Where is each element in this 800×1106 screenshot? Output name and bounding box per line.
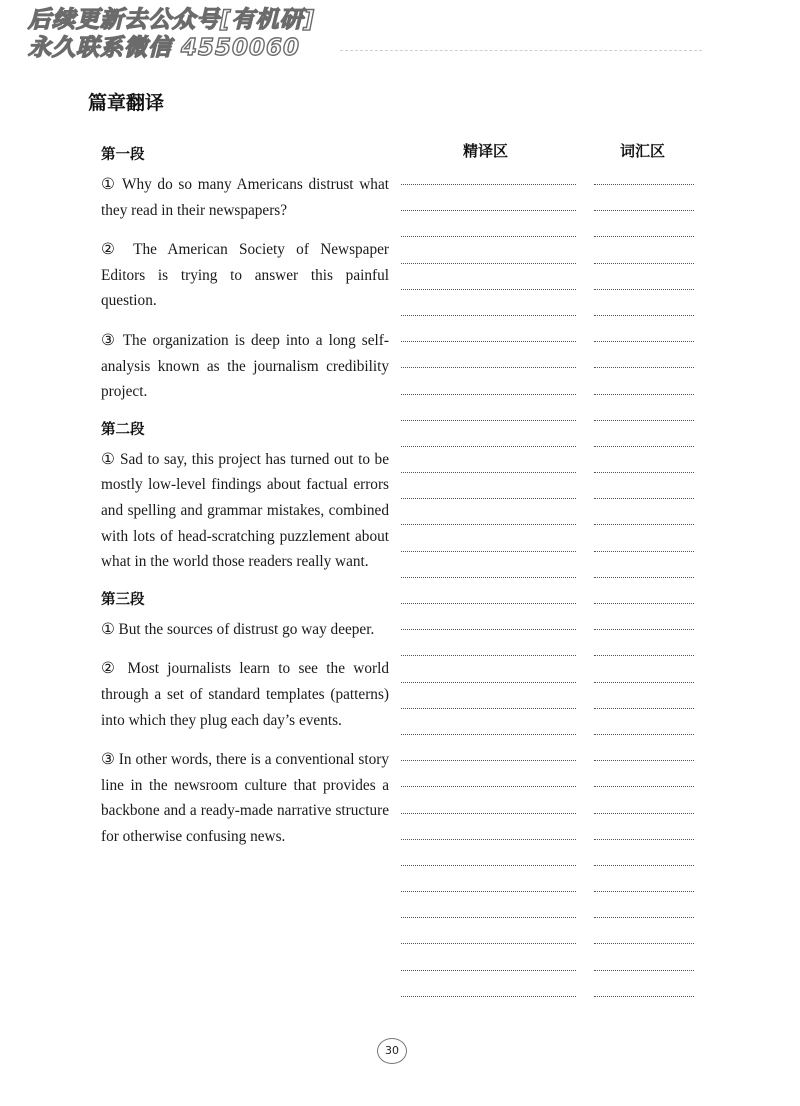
- writing-line: [594, 499, 694, 525]
- writing-line: [401, 840, 576, 866]
- writing-line: [594, 552, 694, 578]
- writing-line: [594, 735, 694, 761]
- writing-line: [594, 395, 694, 421]
- writing-line: [401, 447, 576, 473]
- writing-line: [401, 709, 576, 735]
- watermark: [28, 6, 315, 62]
- writing-line: [594, 264, 694, 290]
- writing-line: [594, 892, 694, 918]
- writing-line: [594, 421, 694, 447]
- writing-line: [401, 525, 576, 551]
- writing-line: [401, 814, 576, 840]
- vocabulary-column-header: 词汇区: [620, 142, 666, 160]
- watermark-line-1: 后续更新去公众号[有机研]: [28, 7, 316, 33]
- section-heading: 第二段: [101, 421, 145, 438]
- writing-line: [401, 787, 576, 813]
- writing-line: [401, 735, 576, 761]
- writing-line: [401, 211, 576, 237]
- writing-line: [401, 499, 576, 525]
- writing-line: [401, 395, 576, 421]
- writing-line: [594, 290, 694, 316]
- writing-line: [594, 237, 694, 263]
- writing-line: [401, 761, 576, 787]
- writing-line: [594, 944, 694, 970]
- section-heading: 第三段: [101, 591, 145, 608]
- writing-line: [401, 944, 576, 970]
- writing-line: [594, 473, 694, 499]
- writing-line: [594, 866, 694, 892]
- writing-line: [401, 290, 576, 316]
- writing-line: [401, 578, 576, 604]
- page-title: 篇章翻译: [88, 92, 165, 114]
- writing-line: [401, 656, 576, 682]
- writing-line: [401, 264, 576, 290]
- passage-text-column: [101, 144, 389, 863]
- section-1: [101, 144, 389, 405]
- page-number: 30: [377, 1038, 407, 1064]
- writing-line: [594, 709, 694, 735]
- section-3: [101, 589, 389, 850]
- writing-line: [401, 316, 576, 342]
- translation-column-header: 精译区: [463, 142, 509, 160]
- writing-line: [401, 342, 576, 368]
- sentence: ③ The organization is deep into a long self-analysis known as the journalism credibility project.: [101, 331, 389, 401]
- writing-line: [594, 447, 694, 473]
- writing-line: [401, 918, 576, 944]
- writing-line: [594, 918, 694, 944]
- writing-line: [401, 971, 576, 997]
- writing-line: [594, 656, 694, 682]
- writing-line: [401, 185, 576, 211]
- writing-line: [401, 237, 576, 263]
- sentence: ② The American Society of Newspaper Editors is trying to answer this painful question.: [101, 241, 389, 310]
- writing-line: [594, 814, 694, 840]
- header-divider: [340, 50, 702, 51]
- writing-line: [594, 761, 694, 787]
- writing-line: [594, 525, 694, 551]
- writing-line: [594, 211, 694, 237]
- writing-line: [401, 421, 576, 447]
- writing-line: [401, 892, 576, 918]
- writing-line: [594, 578, 694, 604]
- writing-line: [594, 683, 694, 709]
- section-2: [101, 419, 389, 575]
- writing-line: [401, 473, 576, 499]
- writing-line: [594, 368, 694, 394]
- translation-writing-area[interactable]: [401, 184, 576, 997]
- sentence: ① Why do so many Americans distrust what they read in their newspapers?: [101, 176, 389, 219]
- writing-line: [401, 604, 576, 630]
- writing-line: [594, 971, 694, 997]
- section-heading: 第一段: [101, 147, 145, 163]
- writing-line: [594, 316, 694, 342]
- writing-line: [594, 604, 694, 630]
- sentence: ② Most journalists learn to see the world through a set of standard templates (patterns) into which they plug each day’s events.: [101, 660, 389, 729]
- writing-line: [594, 840, 694, 866]
- writing-line: [401, 866, 576, 892]
- writing-line: [401, 368, 576, 394]
- writing-line: [594, 630, 694, 656]
- watermark-line-2: 永久联系微信 4550060: [28, 35, 301, 61]
- writing-line: [594, 342, 694, 368]
- writing-line: [594, 185, 694, 211]
- sentence: ① Sad to say, this project has turned out to be mostly low-level findings about factual errors and spelling and grammar mistakes, combined with lots of head-scratching puzzlement about what in the world those readers really want.: [101, 450, 389, 571]
- vocabulary-writing-area[interactable]: [594, 184, 694, 997]
- writing-line: [401, 552, 576, 578]
- sentence: ① But the sources of distrust go way deeper.: [101, 620, 375, 638]
- writing-line: [401, 630, 576, 656]
- writing-line: [594, 787, 694, 813]
- sentence: ③ In other words, there is a conventional story line in the newsroom culture that provides a backbone and a ready-made narrative structure for otherwise confusing news.: [101, 751, 389, 845]
- writing-line: [401, 683, 576, 709]
